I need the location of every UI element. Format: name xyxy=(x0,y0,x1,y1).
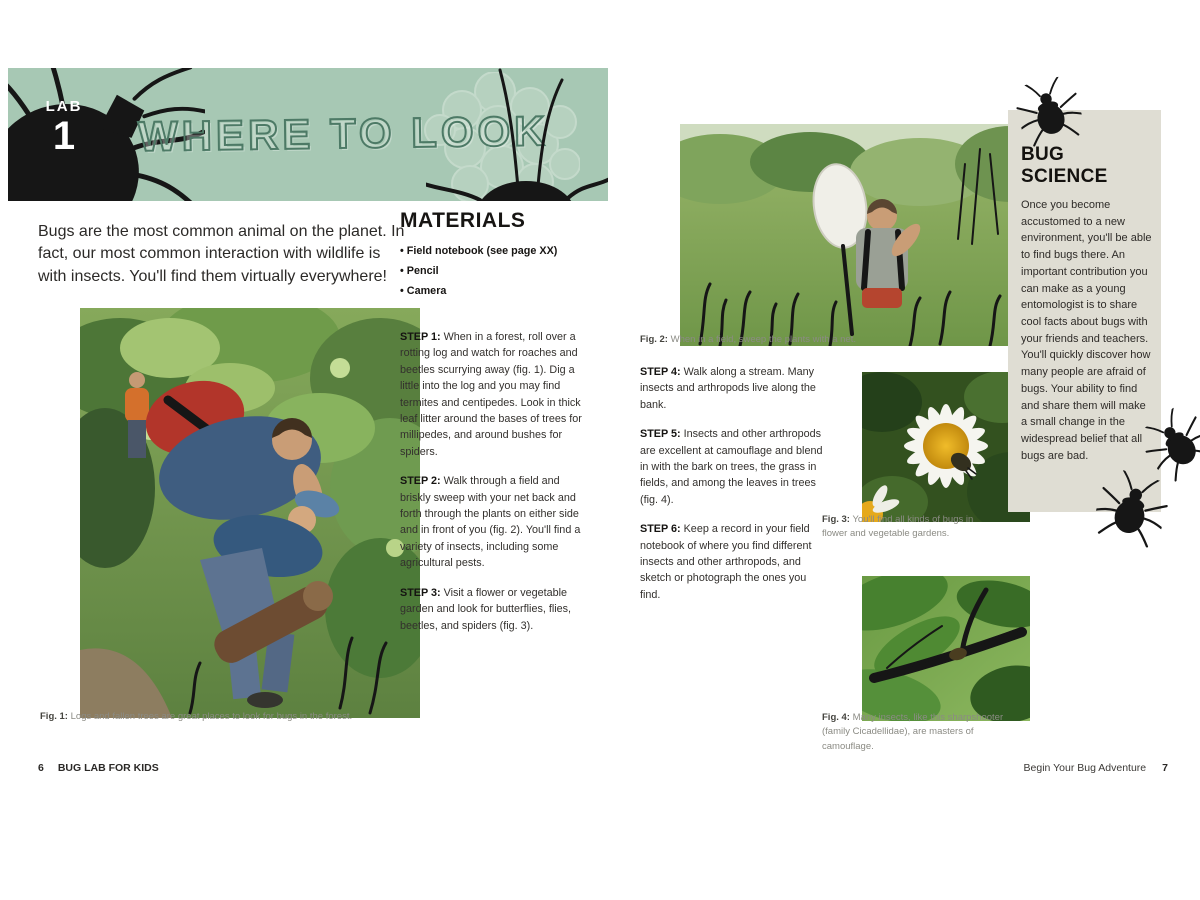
materials-heading: MATERIALS xyxy=(400,209,526,232)
figure-4-photo xyxy=(862,576,1030,721)
step-1: STEP 1: When in a forest, roll over a rotting log and watch for roaches and beetles scurrying away (fig. 1). Dig a little into the log and you may find termites and centipedes. Look in thick leaf litter around the bases of trees for millipedes, and around bushes for spiders. xyxy=(400,331,582,458)
lab-label: LAB xyxy=(45,98,83,115)
lab-badge xyxy=(34,99,94,156)
step-5: STEP 5: Insects and other arthropods are excellent at camouflage and blend in with the bark on trees, the grass in fields, and among the leaves in trees (fig. 4). xyxy=(640,428,823,506)
right-page-footer xyxy=(860,762,1168,774)
materials-item: • Field notebook (see page XX) xyxy=(400,242,610,262)
step-4: STEP 4: Walk along a stream. Many insects and arthropods live along the bank. xyxy=(640,366,816,411)
figure-2-caption: Fig. 2: When in a field, sweep the plants with a net. xyxy=(640,334,856,345)
figure-4-caption: Fig. 4: Many insects, like this sharpshooter (family Cicadellidae), are masters of camouflage. xyxy=(822,712,1004,752)
right-running-title: Begin Your Bug Adventure xyxy=(1023,762,1147,774)
intro-paragraph: Bugs are the most common animal on the planet. In fact, our most common interaction with wildlife is with insects. You'll find them virtually everywhere! xyxy=(38,223,405,285)
bug-science-sidebar xyxy=(1008,110,1161,512)
materials-list xyxy=(400,242,610,302)
figure-3-photo xyxy=(862,372,1030,522)
left-running-title: BUG LAB FOR KIDS xyxy=(57,762,159,774)
right-page-number: 7 xyxy=(1162,762,1168,774)
lab-number: 1 xyxy=(52,114,76,158)
step-2: STEP 2: Walk through a field and briskly sweep with your net back and forth through the plants on either side and in front of you (fig. 2). You'll find a variety of insects, including some agricultural pests. xyxy=(400,475,581,570)
left-page-number: 6 xyxy=(38,762,44,774)
sidebar-body: Once you become accustomed to a new environment, you'll be able to find bugs there. An important contribution you can make as a young entomologist is to share cool facts about bugs with your friends and teachers. You'll quickly discover how many people are afraid of bugs. Your ability to find and share them will make a small change in the widespread belief that all bugs are bad. xyxy=(1021,199,1152,462)
materials-item: • Camera xyxy=(400,282,610,302)
step-6: STEP 6: Keep a record in your field notebook of where you find different insects and other arthropods, and sketch or photograph the ones you find. xyxy=(640,523,812,601)
figure-1-photo xyxy=(80,308,420,718)
chapter-banner xyxy=(8,68,608,201)
chapter-title: WHERE TO LOOK xyxy=(137,107,549,160)
bug-silhouette-icon xyxy=(426,68,608,201)
materials-section xyxy=(400,209,610,302)
forest-photo-illustration xyxy=(80,308,420,718)
field-photo-illustration xyxy=(680,124,1030,346)
leaves-photo-illustration xyxy=(862,576,1030,721)
figure-1-caption: Fig. 1: Logs and fallen trees are great places to look for bugs in the forest. xyxy=(40,711,353,722)
figure-3-caption: Fig. 3: You'll find all kinds of bugs in flower and vegetable gardens. xyxy=(822,514,974,540)
sidebar-heading: BUG SCIENCE xyxy=(1021,144,1108,187)
steps-column-right xyxy=(640,364,826,616)
left-page-footer xyxy=(38,762,159,774)
step-3: STEP 3: Visit a flower or vegetable garden and look for butterflies, flies, beetles, and spiders (fig. 3). xyxy=(400,586,572,632)
materials-item: • Pencil xyxy=(400,262,610,282)
daisy-photo-illustration xyxy=(862,372,1030,522)
steps-column-left xyxy=(400,329,586,647)
figure-2-photo xyxy=(680,124,1030,346)
